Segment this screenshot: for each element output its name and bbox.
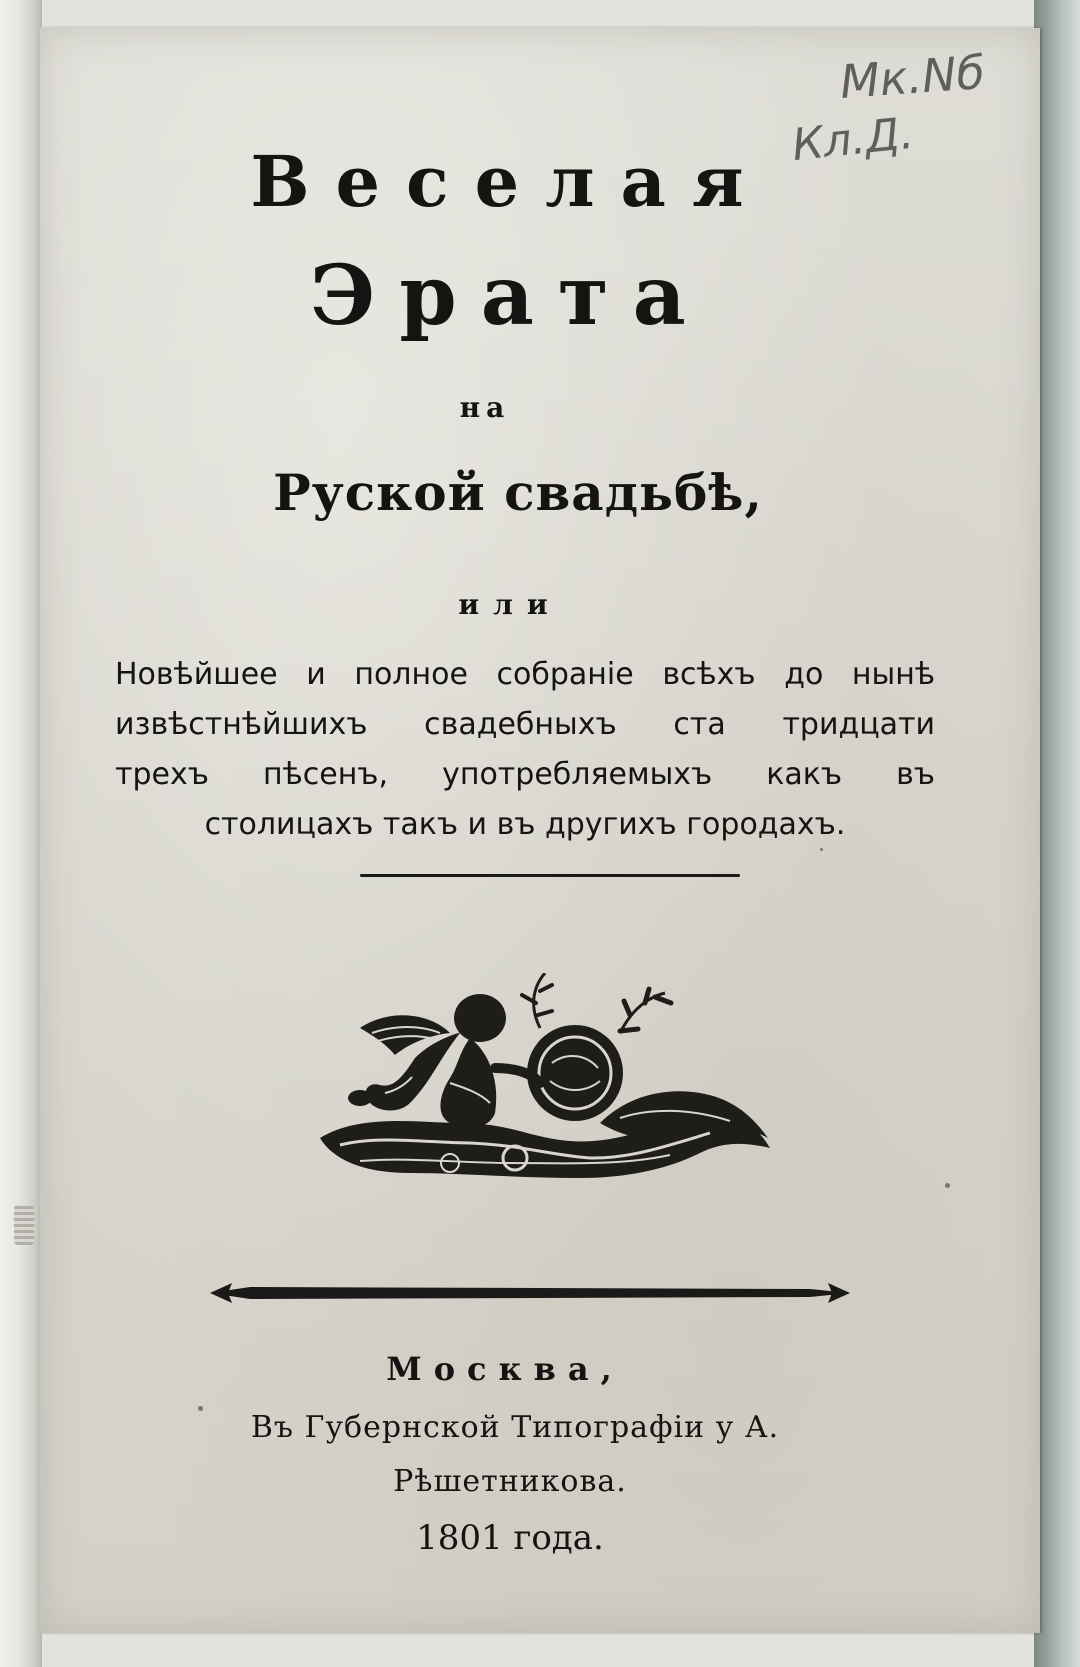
book-title-line-4: Руской свадьбѣ, bbox=[273, 463, 763, 522]
horizontal-rule bbox=[360, 874, 740, 877]
subtitle-line: извѣстнѣйшихъ свадебныхъ ста тридцати bbox=[115, 707, 935, 742]
book-title-line-1: Веселая bbox=[250, 140, 770, 223]
subtitle-line: столицахъ такъ и въ другихъ городахъ. bbox=[204, 807, 846, 842]
imprint-printer: Рѣшетникова. bbox=[393, 1464, 627, 1499]
book-title-line-2: Эрата bbox=[310, 248, 710, 344]
book-title-line-3: на bbox=[459, 391, 511, 424]
subtitle-line: Новѣйшее и полное собраніе всѣхъ до нынѣ bbox=[115, 657, 935, 692]
paper-speck bbox=[820, 848, 823, 851]
imprint-year: 1801 года. bbox=[416, 1518, 604, 1558]
paper-speck bbox=[945, 1183, 950, 1188]
book-subtitle bbox=[115, 650, 935, 850]
imprint-city: Москва, bbox=[386, 1350, 624, 1388]
binding-stitch bbox=[14, 1205, 34, 1245]
handwritten-shelfmark-2: Кл.Д. bbox=[789, 107, 917, 172]
imprint-press: Въ Губернской Типографіи у А. bbox=[250, 1410, 780, 1445]
title-page bbox=[40, 28, 1040, 1633]
decorative-pen-rule bbox=[210, 1273, 850, 1313]
handwritten-shelfmark: Мк.Nб bbox=[838, 45, 987, 109]
cherub-vignette-ornament bbox=[300, 973, 780, 1203]
paper-speck bbox=[198, 1406, 203, 1411]
subtitle-line: трехъ пѣсенъ, употребляемыхъ какъ въ bbox=[115, 757, 935, 792]
book-title-line-5: или bbox=[458, 588, 562, 621]
cover-edge bbox=[1034, 0, 1080, 1667]
